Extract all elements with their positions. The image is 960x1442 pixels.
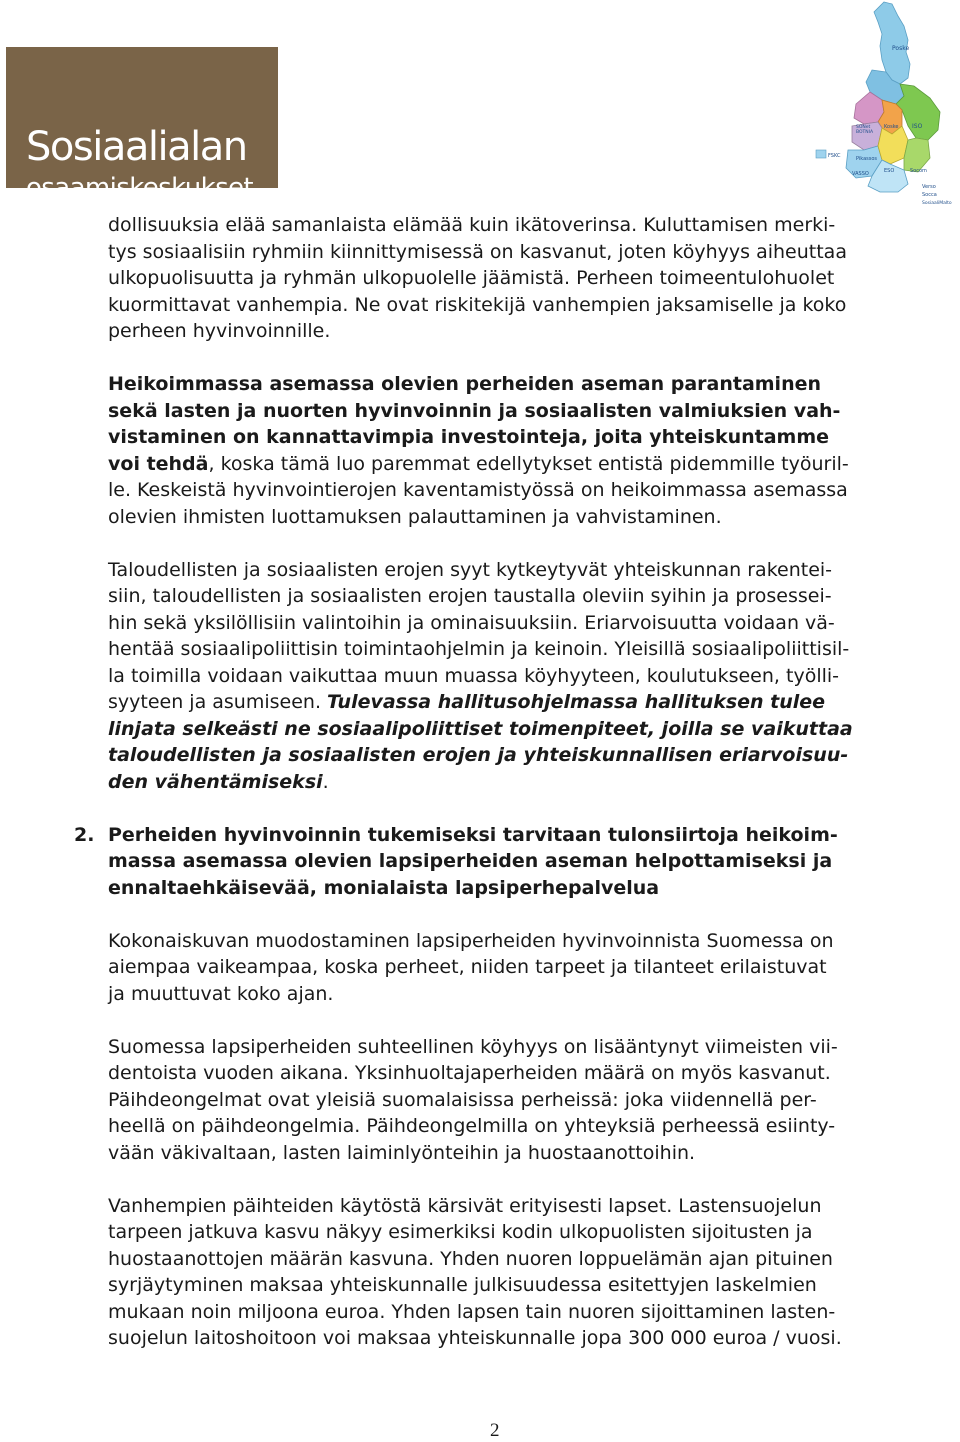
region-label-sosiaalimalto: SosiaaliMalto bbox=[922, 201, 952, 206]
paragraph-2 bbox=[108, 371, 956, 530]
text-line: aiempaa vaikeampaa, koska perheet, niiden tarpeet ja tilanteet erilaistuvat bbox=[108, 956, 827, 978]
region-label-pikassos: Pikassos bbox=[856, 156, 878, 162]
paragraph-4 bbox=[108, 928, 956, 1008]
finland-regions-map bbox=[812, 0, 960, 208]
logo-line-2: osaamiskeskukset bbox=[26, 173, 254, 203]
text-run: . bbox=[322, 770, 329, 793]
text-line: Taloudellisten ja sosiaalisten erojen syyt kytkeytyvät yhteiskunnan rakentei- bbox=[108, 558, 833, 581]
text-line: la toimilla voidaan vaikuttaa muun muassa köyhyyteen, koulutukseen, työlli- bbox=[108, 664, 840, 687]
region-label-iso: ISO bbox=[912, 123, 923, 130]
bold-line: vistaminen on kannattavimpia investointeja, joita yhteiskuntamme bbox=[108, 426, 830, 448]
text-line: dollisuuksia elää samanlaista elämää kuin ikätoverinsa. Kuluttamisen merki- bbox=[108, 214, 836, 236]
text-line: huostaanottojen määrän kasvuna. Yhden nuoren loppuelämän ajan pituinen bbox=[108, 1247, 833, 1270]
text-line bbox=[108, 689, 956, 716]
emphasis-line: taloudellisten ja sosiaalisten erojen ja yhteiskunnallisen eriarvoisuu- bbox=[108, 744, 849, 766]
text-line: suojelun laitoshoitoon voi maksaa yhteiskunnalle jopa 300 000 euroa / vuosi. bbox=[108, 1327, 842, 1349]
region-label-eso: ESO bbox=[884, 168, 895, 174]
region-label-koske: Koske bbox=[884, 124, 899, 130]
region-label-vasso: VASSO bbox=[852, 171, 869, 177]
emphasis-phrase: den vähentämiseksi bbox=[108, 770, 323, 793]
heading-line: Perheiden hyvinvoinnin tukemiseksi tarvitaan tulonsiirtoja heikoim- bbox=[108, 823, 838, 846]
text-line: Päihdeongelmat ovat yleisiä suomalaisissa perheissä: joka viidennellä per- bbox=[108, 1088, 817, 1111]
text-line: hin sekä yksilöllisiin valintoihin ja ominaisuuksiin. Eriarvoisuutta voidaan vä- bbox=[108, 611, 835, 634]
page-number: 2 bbox=[490, 1420, 500, 1441]
text-line: tarpeen jatkuva kasvu näkyy esimerkiksi kodin ulkopuolisten sijoitusten ja bbox=[108, 1221, 813, 1243]
heading-line: ennaltaehkäisevää, monialaista lapsiperhepalvelua bbox=[108, 876, 660, 899]
text-run: syyteen ja asumiseen. bbox=[108, 691, 328, 713]
finland-map-graphic bbox=[812, 0, 960, 208]
text-line: syrjäytyminen maksaa yhteiskunnalle julkisuudessa esitettyjen laskelmien bbox=[108, 1274, 817, 1296]
text-line: Vanhempien päihteiden käytöstä kärsivät erityisesti lapset. Lastensuojelun bbox=[108, 1194, 822, 1217]
paragraph-3 bbox=[108, 557, 956, 796]
bold-phrase: voi tehdä bbox=[108, 452, 209, 475]
text-run: , koska tämä luo paremmat edellytykset entistä pidemmille työuril- bbox=[208, 452, 849, 475]
text-line: perheen hyvinvoinnille. bbox=[108, 320, 331, 342]
document-body bbox=[74, 212, 956, 1378]
logo-line-1: Sosiaalialan bbox=[26, 124, 247, 170]
text-line bbox=[108, 451, 956, 478]
text-line: siin, taloudellisten ja sosiaalisten erojen taustalla oleviin syihin ja prosessei- bbox=[108, 585, 832, 607]
organization-logo bbox=[6, 47, 278, 203]
text-line: hentää sosiaalipoliittisin toimintaohjelmin ja keinoin. Yleisillä sosiaalipoliittisil- bbox=[108, 638, 850, 660]
emphasis-phrase: Tulevassa hallitusohjelmassa hallituksen tulee bbox=[327, 691, 826, 713]
paragraph-1 bbox=[108, 212, 956, 345]
region-label-fskc: FSKC bbox=[828, 153, 841, 159]
emphasis-line: linjata selkeästi ne sosiaalipoliittiset toimenpiteet, joilla se vaikuttaa bbox=[108, 717, 853, 740]
paragraph-5 bbox=[108, 1034, 956, 1167]
text-line bbox=[108, 769, 956, 796]
region-label-socom: Socom bbox=[910, 168, 927, 174]
text-line: olevien ihmisten luottamuksen palauttaminen ja vahvistaminen. bbox=[108, 505, 722, 528]
region-label-botnia: BOTNIA bbox=[856, 130, 874, 135]
heading-line: massa asemassa olevien lapsiperheiden aseman helpottamiseksi ja bbox=[108, 850, 833, 872]
text-line: Kokonaiskuvan muodostaminen lapsiperheiden hyvinvoinnista Suomessa on bbox=[108, 929, 834, 952]
text-line: Suomessa lapsiperheiden suhteellinen köyhyys on lisääntynyt viimeisten vii- bbox=[108, 1035, 838, 1058]
region-label-verso: Verso bbox=[922, 184, 936, 190]
paragraph-6 bbox=[108, 1193, 956, 1352]
text-line: ja muuttuvat koko ajan. bbox=[108, 982, 334, 1005]
text-line: kuormittavat vanhempia. Ne ovat riskitekijä vanhempien jaksamiselle ja koko bbox=[108, 293, 847, 316]
bold-line: Heikoimmassa asemassa olevien perheiden aseman parantaminen bbox=[108, 373, 822, 395]
text-line: ulkopuolisuutta ja ryhmän ulkopuolelle jäämistä. Perheen toimeentulohuolet bbox=[108, 267, 835, 289]
text-line: vään väkivaltaan, lasten laiminlyönteihin ja huostaanottoihin. bbox=[108, 1141, 696, 1164]
text-line: dentoista vuoden aikana. Yksinhuoltajaperheiden määrä on myös kasvanut. bbox=[108, 1062, 831, 1084]
text-line: mukaan noin miljoona euroa. Yhden lapsen tain nuoren sijoittaminen lasten- bbox=[108, 1300, 836, 1323]
bold-line: sekä lasten ja nuorten hyvinvoinnin ja sosiaalisten valmiuksien vah- bbox=[108, 399, 841, 422]
text-line: tys sosiaalisiin ryhmiin kiinnittymisessä on kasvanut, joten köyhyys aiheuttaa bbox=[108, 240, 847, 263]
text-line: le. Keskeistä hyvinvointierojen kaventamistyössä on heikoimmassa asemassa bbox=[108, 479, 848, 501]
region-label-sonet: SONet bbox=[856, 125, 871, 130]
region-label-socca: Socca bbox=[922, 192, 937, 198]
region-label-poske: Poske bbox=[892, 45, 910, 52]
section-number: 2. bbox=[74, 823, 95, 846]
text-line: heellä on päihdeongelmia. Päihdeongelmilla on yhteyksiä perheessä esiinty- bbox=[108, 1115, 836, 1137]
section-heading-2 bbox=[74, 822, 956, 902]
